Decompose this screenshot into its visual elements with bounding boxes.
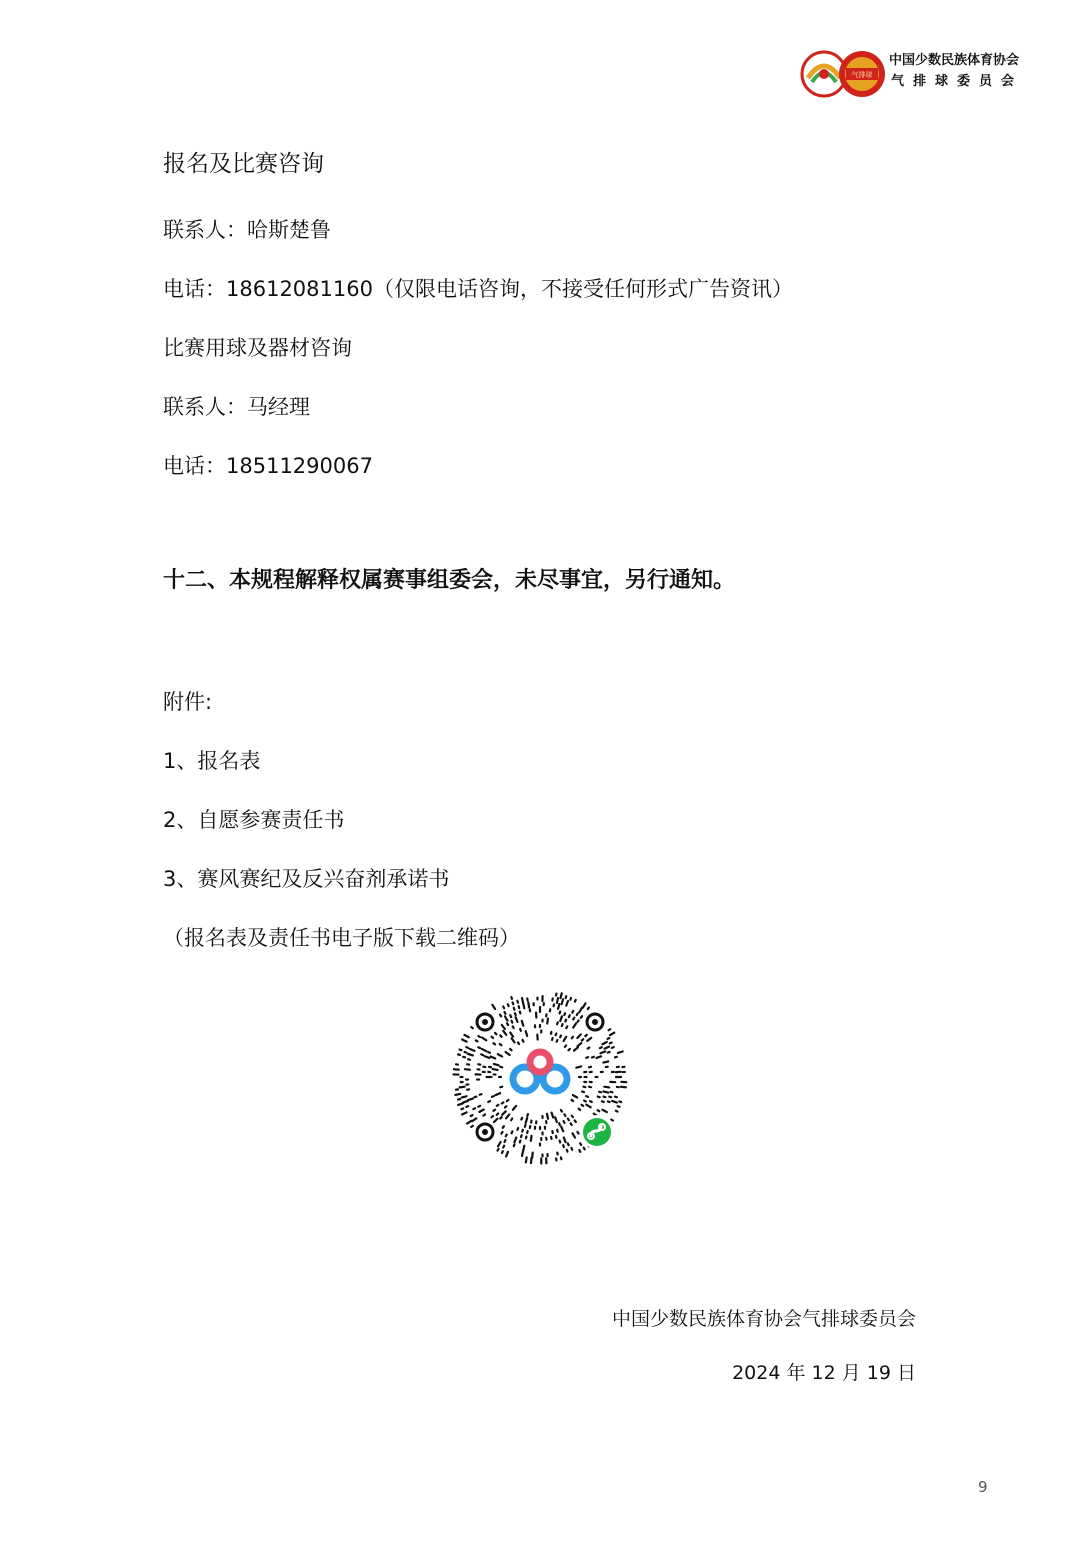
qr-module <box>573 1023 576 1027</box>
qr-module <box>616 1111 618 1112</box>
qr-module <box>513 1002 514 1004</box>
qr-module <box>514 1144 515 1146</box>
qr-module <box>561 1110 562 1112</box>
qr-module <box>601 1051 606 1053</box>
svg-text:气排球: 气排球 <box>851 71 873 79</box>
consult-heading: 报名及比赛咨询 <box>163 151 324 177</box>
qr-module <box>483 1114 485 1115</box>
page-number: 9 <box>978 1478 988 1496</box>
qr-module <box>577 1132 578 1134</box>
qr-module <box>491 1057 496 1059</box>
qr-module <box>561 1127 563 1132</box>
qr-module <box>556 1136 557 1138</box>
qr-module <box>498 1054 502 1056</box>
qr-module <box>520 1141 521 1143</box>
qr-module <box>564 1121 565 1123</box>
qr-module <box>560 1012 561 1014</box>
qr-module <box>498 1142 501 1146</box>
qr-module <box>496 1093 501 1095</box>
qr-module <box>552 1038 553 1040</box>
qr-module <box>471 1115 473 1116</box>
qr-module <box>503 1146 504 1148</box>
consult-phone: 电话：18612081160（仅限电话咨询，不接受任何形式广告资讯） <box>163 277 793 301</box>
qr-module <box>521 1118 522 1120</box>
qr-module <box>583 1003 586 1007</box>
qr-module <box>526 1118 527 1123</box>
qr-module <box>609 1029 611 1030</box>
qr-module <box>515 1013 516 1015</box>
qr-module <box>547 1114 548 1119</box>
qr-module <box>522 1130 523 1132</box>
qr-module <box>584 1101 586 1102</box>
qr-module <box>500 1044 502 1045</box>
qr-module <box>481 1054 483 1055</box>
qr-module <box>557 1130 558 1132</box>
qr-module <box>478 1047 480 1048</box>
qr-module <box>572 1100 574 1101</box>
qr-module <box>478 1106 480 1107</box>
qr-module <box>503 1007 504 1009</box>
qr-module <box>513 1106 516 1110</box>
qr-module <box>506 1052 510 1055</box>
qr-module <box>579 1008 582 1012</box>
qr-module <box>482 1038 486 1041</box>
qr-module <box>471 1126 473 1127</box>
qr-module <box>605 1047 610 1049</box>
qr-module <box>468 1099 473 1101</box>
qr-module <box>573 1095 577 1097</box>
qr-module <box>571 1123 572 1125</box>
qr-module <box>603 1091 608 1092</box>
qr-module <box>500 1015 501 1017</box>
qr-module <box>615 1097 617 1098</box>
qr-module <box>560 1141 561 1143</box>
qr-module <box>502 1025 505 1029</box>
qr-module <box>560 1016 562 1021</box>
qr-module <box>572 1011 573 1013</box>
attachment-item: 1、报名表 <box>163 749 261 773</box>
qr-module <box>506 1114 509 1118</box>
qr-module <box>576 1066 581 1067</box>
org-subname: 气排球委员会 <box>891 74 1024 89</box>
qr-module <box>465 1069 470 1070</box>
qr-module <box>514 1138 516 1143</box>
qr-module <box>523 1146 524 1151</box>
section-twelve-title: 十二、本规程解释权属赛事组委会，未尽事宜，另行通知。 <box>163 568 736 593</box>
qr-module <box>562 1024 563 1026</box>
qr-module <box>568 1049 569 1050</box>
qr-module <box>564 1138 566 1143</box>
qr-module <box>586 1096 588 1097</box>
qr-module <box>463 1101 468 1103</box>
qr-module <box>603 1061 608 1062</box>
qr-module <box>531 1158 532 1163</box>
qr-module <box>556 1033 557 1035</box>
qr-module <box>568 1143 569 1145</box>
qr-module <box>612 1101 617 1103</box>
org-logo <box>800 48 1040 100</box>
qr-module <box>572 1116 573 1118</box>
qr-module <box>577 1043 581 1046</box>
qr-module <box>502 1151 503 1153</box>
qr-module <box>610 1043 612 1044</box>
qr-module <box>519 1006 520 1008</box>
qr-module <box>555 1117 557 1122</box>
qr-module <box>501 1132 502 1134</box>
qr-module <box>462 1096 467 1097</box>
qr-module <box>585 1035 586 1036</box>
qr-module <box>565 1020 566 1022</box>
qr-module <box>508 1004 509 1006</box>
qr-module <box>557 1022 558 1024</box>
qr-module <box>479 1110 483 1113</box>
qr-module <box>460 1087 465 1088</box>
qr-module <box>511 1119 512 1121</box>
qr-module <box>611 1120 613 1121</box>
qr-module <box>466 1047 468 1048</box>
qr-module <box>564 1037 567 1041</box>
qr-module <box>582 1091 584 1092</box>
qr-module <box>561 993 562 998</box>
qr-module <box>500 1035 501 1036</box>
qr-module <box>512 1131 513 1133</box>
qr-module <box>525 1125 526 1127</box>
qr-module <box>619 1101 621 1102</box>
qr-module <box>577 1034 580 1038</box>
qr-module <box>571 1148 572 1150</box>
qr-module <box>466 1106 468 1107</box>
qr-module <box>510 1049 511 1050</box>
qr-module <box>526 1157 527 1162</box>
qr-module <box>492 1037 494 1038</box>
qr-module <box>531 1136 532 1141</box>
qr-module <box>506 1135 507 1137</box>
qr-module <box>596 1056 601 1058</box>
qr-module <box>503 1031 506 1035</box>
qr-module <box>506 1152 508 1157</box>
qr-module <box>566 996 567 998</box>
qr-module <box>592 1057 594 1058</box>
qr-module <box>609 1097 611 1098</box>
qr-module <box>468 1054 473 1056</box>
qr-module <box>493 1069 498 1070</box>
qr-module <box>526 1031 527 1036</box>
qr-module <box>504 1140 505 1142</box>
qr-module <box>523 1003 524 1008</box>
qr-module <box>618 1052 623 1053</box>
qr-module <box>552 1113 554 1118</box>
qr-module <box>502 1102 504 1103</box>
qr-module <box>568 1119 569 1121</box>
qr-module <box>494 1119 498 1122</box>
qr-module <box>492 1116 494 1117</box>
qr-module <box>557 998 558 1003</box>
qr-module <box>610 1033 614 1036</box>
qr-module <box>520 1029 521 1031</box>
qr-module <box>579 1109 581 1110</box>
qr-module <box>507 1100 509 1101</box>
qr-module <box>586 1105 590 1108</box>
qr-module <box>621 1087 626 1088</box>
qr-module <box>590 1101 592 1102</box>
qr-module <box>563 1145 564 1147</box>
equipment-heading: 比赛用球及器材咨询 <box>163 336 352 360</box>
qr-module <box>561 1157 562 1159</box>
qr-module <box>502 1111 506 1115</box>
qr-module <box>608 1052 610 1053</box>
qr-module <box>505 1016 508 1020</box>
qr-module <box>485 1056 490 1058</box>
qr-module <box>520 1012 521 1014</box>
qr-caption: （报名表及责任书电子版下载二维码） <box>163 926 520 950</box>
qr-module <box>497 1105 499 1106</box>
qr-module <box>478 1036 480 1037</box>
equipment-phone: 电话：18511290067 <box>163 454 373 478</box>
qr-module <box>523 1040 524 1042</box>
qr-code-icon <box>450 987 630 1167</box>
qr-module <box>458 1099 460 1100</box>
qr-module <box>602 1101 604 1102</box>
qr-module <box>586 1057 588 1058</box>
qr-module <box>604 1087 609 1088</box>
qr-module <box>471 1027 473 1028</box>
qr-module <box>569 1015 570 1017</box>
qr-module <box>608 1101 610 1102</box>
qr-module <box>521 1135 522 1137</box>
qr-module <box>575 1120 576 1122</box>
qr-module <box>575 1000 576 1002</box>
qr-module <box>567 1150 568 1152</box>
qr-module <box>497 1114 499 1115</box>
qr-module <box>492 1096 494 1097</box>
qr-module <box>488 1101 490 1102</box>
qr-module <box>492 1005 495 1009</box>
qr-module <box>458 1103 463 1105</box>
qr-module <box>572 1037 573 1039</box>
qr-module <box>600 1047 602 1048</box>
qr-module <box>566 1001 568 1006</box>
attachment-item: 3、赛风赛纪及反兴奋剂承诺书 <box>163 867 450 891</box>
qr-module <box>512 1021 513 1023</box>
attachments-label: 附件: <box>163 690 213 714</box>
qr-module <box>602 1042 606 1044</box>
qr-module <box>510 1015 511 1017</box>
qr-module <box>604 1097 606 1098</box>
qr-module <box>488 1052 490 1053</box>
qr-module <box>513 1026 514 1028</box>
qr-module <box>588 1048 590 1049</box>
qr-module <box>579 1150 580 1152</box>
qr-module <box>547 1019 548 1024</box>
qr-module <box>564 1114 565 1116</box>
qr-module <box>464 1035 468 1037</box>
qr-module <box>476 1040 478 1041</box>
signature-org: 中国少数民族体育协会气排球委员会 <box>611 1308 916 1330</box>
org-emblem-icon <box>800 48 890 100</box>
qr-module <box>511 997 512 999</box>
qr-module <box>517 1128 518 1130</box>
qr-module <box>505 1106 507 1107</box>
qr-module <box>473 1108 475 1109</box>
equipment-contact: 联系人：马经理 <box>163 395 310 419</box>
qr-module <box>503 1126 504 1128</box>
qr-module <box>507 1023 508 1025</box>
qr-module <box>528 1002 529 1007</box>
qr-module <box>587 1038 591 1041</box>
qr-module <box>510 1033 513 1037</box>
qr-module <box>462 1112 467 1114</box>
qr-module <box>460 1050 462 1051</box>
qr-module <box>557 1040 558 1042</box>
qr-module <box>608 1038 610 1039</box>
qr-module <box>573 1133 576 1137</box>
qr-module <box>598 1097 600 1098</box>
qr-module <box>493 1110 495 1111</box>
qr-module <box>602 1110 606 1112</box>
qr-module <box>522 1021 524 1026</box>
download-qr-code[interactable] <box>450 987 630 1167</box>
attachment-item: 2、自愿参赛责任书 <box>163 808 345 832</box>
qr-module <box>562 999 563 1004</box>
qr-module <box>461 1108 463 1109</box>
qr-module <box>482 1049 487 1051</box>
signature-date: 2024 年 12 月 19 日 <box>732 1362 916 1384</box>
qr-module <box>582 1039 584 1040</box>
qr-module <box>565 1045 566 1047</box>
qr-module <box>455 1094 460 1095</box>
qr-module <box>522 998 523 1003</box>
qr-module <box>573 1018 574 1020</box>
qr-module <box>494 1064 499 1065</box>
qr-module <box>504 1012 505 1014</box>
qr-module <box>564 1013 565 1015</box>
qr-module <box>618 1106 620 1107</box>
qr-module <box>495 1033 496 1034</box>
qr-module <box>493 1043 495 1044</box>
qr-module <box>463 1057 465 1058</box>
qr-module <box>467 1121 471 1124</box>
qr-module <box>518 1042 519 1044</box>
qr-module <box>472 1118 476 1121</box>
qr-module <box>462 1039 467 1041</box>
consult-contact: 联系人：哈斯楚鲁 <box>163 218 331 242</box>
qr-module <box>500 1117 501 1118</box>
qr-module <box>588 1007 589 1009</box>
qr-module <box>615 1057 617 1058</box>
qr-module <box>577 1013 578 1015</box>
qr-module <box>517 1001 518 1003</box>
qr-module <box>560 1036 561 1038</box>
qr-module <box>566 1026 567 1028</box>
qr-module <box>598 1110 600 1111</box>
qr-module <box>458 1054 460 1055</box>
qr-module <box>465 1052 467 1053</box>
qr-module <box>577 1020 578 1022</box>
qr-module <box>498 1149 499 1151</box>
qr-module <box>522 1151 523 1156</box>
qr-module <box>570 998 571 1000</box>
qr-module <box>527 1114 528 1116</box>
qr-module <box>470 1049 475 1051</box>
qr-module <box>559 1123 560 1125</box>
qr-module <box>580 1143 581 1145</box>
qr-module <box>516 1017 518 1022</box>
qr-module <box>480 1094 482 1095</box>
qr-module <box>512 1038 515 1042</box>
org-name: 中国少数民族体育协会 <box>889 53 1020 68</box>
qr-module <box>581 1016 582 1018</box>
qr-module <box>582 1105 584 1106</box>
qr-module <box>574 1048 578 1051</box>
qr-module <box>558 1004 559 1009</box>
qr-module <box>612 1047 614 1048</box>
qr-module <box>584 1148 585 1150</box>
qr-module <box>514 1008 515 1010</box>
qr-module <box>475 1097 477 1098</box>
